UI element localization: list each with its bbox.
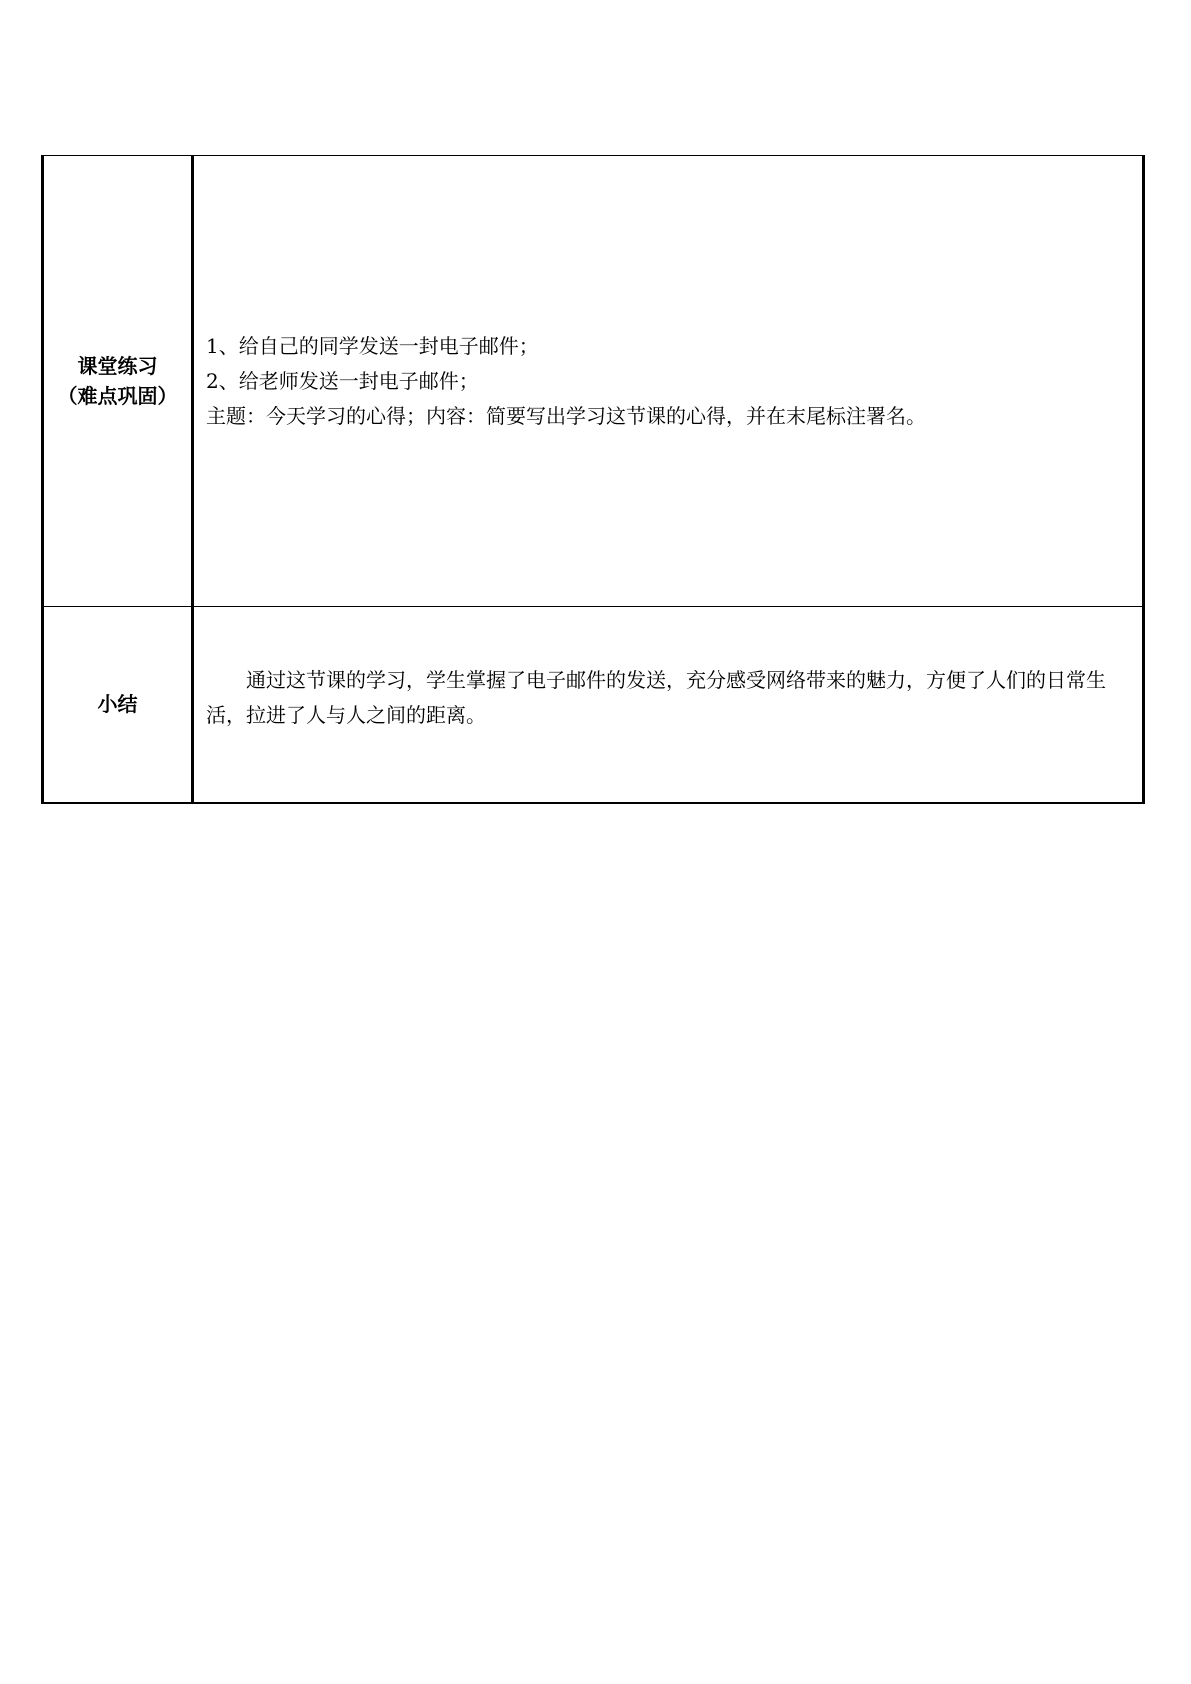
lesson-plan-table — [41, 155, 1145, 804]
table-row-summary — [43, 607, 1144, 803]
practice-item-1: 1、给自己的同学发送一封电子邮件； — [206, 333, 539, 358]
summary-content-cell — [193, 607, 1144, 803]
practice-label-cell — [43, 156, 193, 607]
summary-label-cell — [43, 607, 193, 803]
practice-item-3: 主题：今天学习的心得；内容：简要写出学习这节课的心得，并在末尾标注署名。 — [206, 403, 926, 428]
practice-content-cell — [193, 156, 1144, 607]
table-row-practice — [43, 156, 1144, 607]
summary-label: 小结 — [97, 692, 138, 717]
practice-item-2: 2、给老师发送一封电子邮件； — [206, 368, 479, 393]
summary-text: 通过这节课的学习，学生掌握了电子邮件的发送，充分感受网络带来的魅力，方便了人们的日常生活，拉进了人与人之间的距离。 — [206, 668, 1106, 728]
practice-label-subtitle: （难点巩固） — [57, 384, 178, 408]
practice-label-title: 课堂练习 — [77, 354, 158, 378]
